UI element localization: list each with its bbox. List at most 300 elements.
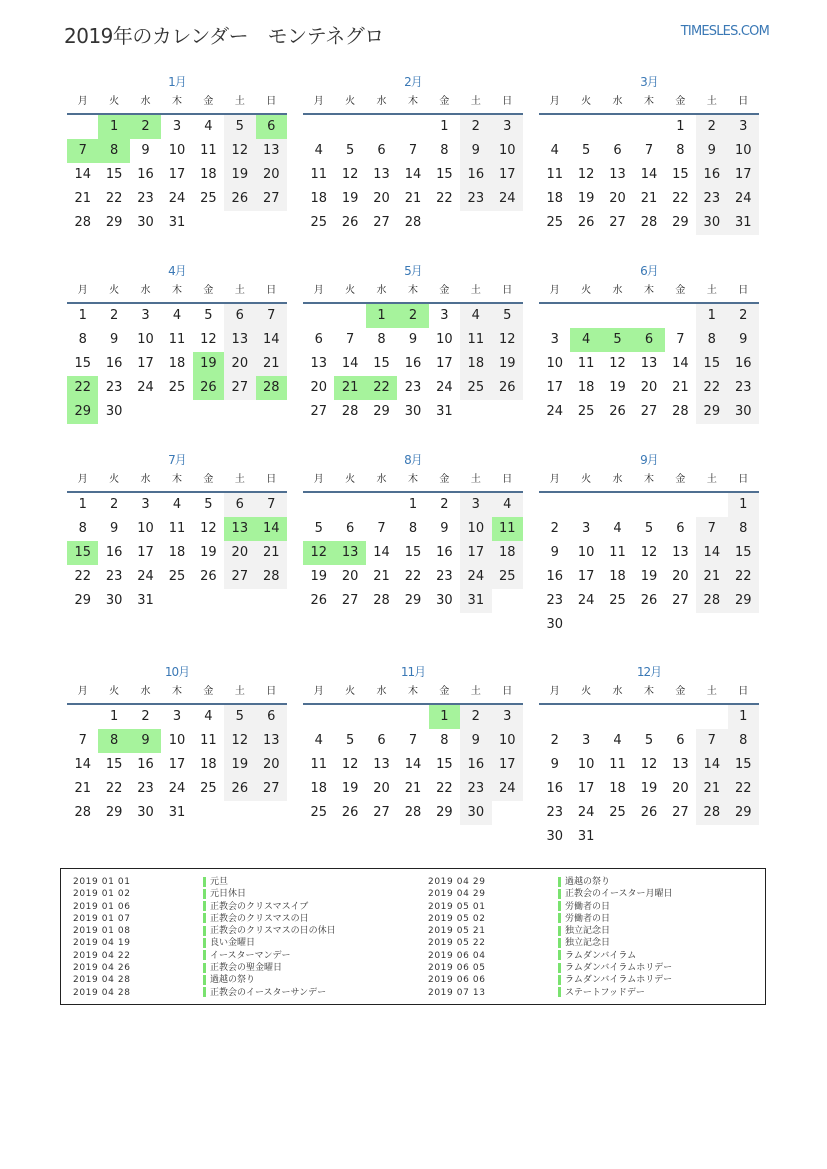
holiday-day-cell: 28 <box>256 376 287 400</box>
weekday-label: 日 <box>502 285 513 296</box>
day-cell: 10 <box>546 356 563 371</box>
day-cell: 19 <box>200 545 217 560</box>
day-cell: 19 <box>341 191 359 206</box>
weekend-day-cell: 24 <box>492 187 523 211</box>
empty-cell <box>397 705 428 729</box>
weekday-label: 火 <box>581 686 592 697</box>
weekend-day-cell: 5 <box>224 705 255 729</box>
weekday-label: 水 <box>140 686 151 697</box>
day-cell: 18 <box>577 380 595 395</box>
day-cell: 9 <box>440 521 449 536</box>
day-cell: 3 <box>141 308 150 323</box>
weekend-day-cell: 16 <box>728 352 759 376</box>
day-cell: 7 <box>676 332 685 347</box>
day-cell: 16 <box>546 781 563 796</box>
day-cell: 22 <box>672 191 689 206</box>
holiday-day-cell: 22 <box>67 376 98 400</box>
weekday-label: 金 <box>439 474 450 485</box>
weekend-day-cell: 6 <box>224 493 255 517</box>
brand-logo[interactable]: TIMESLES.COM <box>680 24 769 39</box>
day-cell: 13 <box>672 757 689 772</box>
weekday-label: 日 <box>502 686 513 697</box>
weekend-day-cell: 7 <box>696 729 727 753</box>
weekday-label: 水 <box>376 474 387 485</box>
holiday-day-cell: 26 <box>193 376 224 400</box>
weekday-label: 日 <box>738 285 749 296</box>
day-cell: 28 <box>640 215 658 230</box>
weekday-label: 月 <box>549 285 560 296</box>
weekend-day-cell: 23 <box>460 777 491 801</box>
legend-row <box>61 974 336 986</box>
weekday-label: 水 <box>612 285 623 296</box>
day-cell: 6 <box>377 733 386 748</box>
day-cell: 15 <box>436 167 453 182</box>
weekday-header <box>67 94 287 115</box>
weekday-label: 金 <box>675 96 686 107</box>
day-cell: 8 <box>440 143 449 158</box>
empty-cell <box>570 705 601 729</box>
holiday-day-cell: 9 <box>130 729 161 753</box>
holiday-date: 2019 05 02 <box>428 913 486 924</box>
weekend-day-cell: 17 <box>728 163 759 187</box>
day-cell: 26 <box>341 215 359 230</box>
month-block <box>539 664 759 849</box>
day-cell: 29 <box>105 215 123 230</box>
month-name: 4月 <box>168 264 186 278</box>
weekend-day-cell: 3 <box>728 115 759 139</box>
day-cell: 16 <box>105 356 123 371</box>
holiday-day-cell: 21 <box>334 376 365 400</box>
holiday-day-cell: 8 <box>98 139 129 163</box>
day-cell: 24 <box>137 380 154 395</box>
weekend-day-cell: 19 <box>224 163 255 187</box>
day-cell: 22 <box>74 569 91 584</box>
holiday-name: イースターマンデー <box>210 950 291 961</box>
day-cell: 11 <box>200 143 217 158</box>
empty-cell <box>633 705 664 729</box>
day-cell: 4 <box>204 119 213 134</box>
day-cell: 31 <box>137 593 154 608</box>
weekend-day-cell: 27 <box>224 376 255 400</box>
day-cell: 5 <box>581 143 591 158</box>
weekend-day-cell: 8 <box>728 729 759 753</box>
weekday-label: 金 <box>203 686 214 697</box>
month-block <box>539 452 759 637</box>
day-cell: 25 <box>609 805 626 820</box>
empty-cell <box>303 705 334 729</box>
day-cell: 24 <box>546 404 563 419</box>
month-block <box>303 263 523 424</box>
day-cell: 2 <box>109 308 119 323</box>
weekday-header <box>303 472 523 493</box>
day-cell: 28 <box>672 404 689 419</box>
day-cell: 13 <box>672 545 689 560</box>
weekend-day-cell: 13 <box>256 729 287 753</box>
weekday-label: 木 <box>643 96 654 107</box>
weekday-label: 火 <box>345 686 356 697</box>
day-cell: 23 <box>105 380 123 395</box>
day-cell: 29 <box>74 593 91 608</box>
day-cell: 9 <box>109 332 119 347</box>
month-block <box>67 74 287 235</box>
holiday-date: 2019 04 28 <box>73 987 131 998</box>
day-cell: 16 <box>546 569 563 584</box>
day-cell: 24 <box>436 380 453 395</box>
holiday-day-cell: 1 <box>98 115 129 139</box>
day-cell: 4 <box>550 143 559 158</box>
empty-cell <box>633 115 664 139</box>
holiday-name: 元旦 <box>210 877 229 887</box>
month-block <box>303 74 523 235</box>
day-cell: 3 <box>172 709 182 724</box>
holiday-marker-icon <box>558 950 561 960</box>
day-cell: 27 <box>373 215 390 230</box>
day-cell: 4 <box>172 497 182 512</box>
holiday-name: ラムダンバイラムホリデー <box>565 975 673 986</box>
weekday-label: 日 <box>266 285 277 296</box>
weekend-day-cell: 31 <box>460 589 491 613</box>
day-cell: 4 <box>204 709 213 724</box>
weekend-day-cell: 22 <box>728 777 759 801</box>
day-cell: 30 <box>404 404 422 419</box>
weekend-day-cell: 25 <box>460 376 491 400</box>
holiday-marker-icon <box>558 987 561 997</box>
day-cell: 31 <box>436 404 453 419</box>
legend-row <box>61 888 336 900</box>
weekday-label: 土 <box>706 686 717 697</box>
weekend-day-cell: 4 <box>460 304 491 328</box>
day-cell: 14 <box>672 356 689 371</box>
month-name: 5月 <box>404 264 422 278</box>
weekend-day-cell: 9 <box>460 139 491 163</box>
day-cell: 16 <box>137 167 154 182</box>
day-cell: 27 <box>310 404 327 419</box>
empty-cell <box>334 304 365 328</box>
day-cell: 13 <box>640 356 658 371</box>
weekday-label: 火 <box>581 96 592 107</box>
weekday-label: 金 <box>203 285 214 296</box>
day-cell: 4 <box>314 733 323 748</box>
weekday-label: 金 <box>675 285 686 296</box>
day-cell: 2 <box>109 497 119 512</box>
day-cell: 21 <box>640 191 658 206</box>
day-cell: 9 <box>550 545 559 560</box>
weekend-day-cell: 9 <box>696 139 727 163</box>
day-cell: 5 <box>644 733 654 748</box>
day-cell: 28 <box>404 215 422 230</box>
holiday-legend <box>60 868 766 1005</box>
day-cell: 17 <box>577 569 595 584</box>
weekday-label: 月 <box>77 686 88 697</box>
day-cell: 13 <box>373 757 390 772</box>
day-cell: 5 <box>204 308 213 323</box>
weekday-label: 日 <box>502 474 513 485</box>
day-cell: 25 <box>168 569 186 584</box>
weekday-header <box>67 472 287 493</box>
day-cell: 29 <box>436 805 453 820</box>
legend-row <box>416 950 673 962</box>
weekend-day-cell: 21 <box>696 565 727 589</box>
day-cell: 27 <box>373 805 390 820</box>
day-cell: 12 <box>640 545 658 560</box>
day-cell: 12 <box>640 757 658 772</box>
day-cell: 12 <box>577 167 595 182</box>
weekend-day-cell: 1 <box>696 304 727 328</box>
day-cell: 3 <box>172 119 182 134</box>
day-cell: 29 <box>404 593 422 608</box>
day-cell: 16 <box>404 356 422 371</box>
day-cell: 24 <box>137 569 154 584</box>
weekend-day-cell: 16 <box>460 163 491 187</box>
day-cell: 20 <box>310 380 327 395</box>
day-cell: 14 <box>404 167 422 182</box>
month-name: 12月 <box>636 665 662 679</box>
day-cell: 16 <box>105 545 123 560</box>
day-cell: 18 <box>310 781 327 796</box>
day-grid <box>67 304 287 424</box>
weekend-day-cell: 30 <box>696 211 727 235</box>
legend-row <box>416 876 673 888</box>
day-cell: 2 <box>141 709 150 724</box>
holiday-day-cell: 1 <box>429 705 460 729</box>
day-cell: 15 <box>672 167 689 182</box>
empty-cell <box>602 304 633 328</box>
day-grid <box>303 705 523 825</box>
empty-cell <box>67 115 98 139</box>
day-cell: 28 <box>341 404 359 419</box>
holiday-date: 2019 05 22 <box>428 938 486 949</box>
day-cell: 1 <box>109 709 119 724</box>
day-grid <box>303 304 523 424</box>
day-cell: 11 <box>577 356 595 371</box>
weekend-day-cell: 11 <box>460 328 491 352</box>
holiday-marker-icon <box>558 913 561 923</box>
legend-row <box>61 950 336 962</box>
day-cell: 23 <box>137 781 154 796</box>
weekend-day-cell: 23 <box>696 187 727 211</box>
day-cell: 5 <box>345 143 355 158</box>
weekend-day-cell: 17 <box>492 163 523 187</box>
legend-column-right <box>416 876 673 999</box>
month-name: 8月 <box>404 453 422 467</box>
holiday-name: 労働者の日 <box>565 901 611 912</box>
weekday-label: 火 <box>109 285 120 296</box>
weekday-label: 日 <box>738 686 749 697</box>
holiday-date: 2019 01 02 <box>73 889 131 900</box>
weekday-header <box>67 283 287 304</box>
day-cell: 12 <box>341 167 359 182</box>
day-cell: 3 <box>581 521 591 536</box>
day-cell: 9 <box>109 521 119 536</box>
day-cell: 28 <box>74 805 91 820</box>
weekend-day-cell: 15 <box>696 352 727 376</box>
weekend-day-cell: 6 <box>256 705 287 729</box>
weekend-day-cell: 3 <box>492 705 523 729</box>
day-cell: 3 <box>581 733 591 748</box>
weekday-label: 木 <box>643 285 654 296</box>
month-block <box>67 452 287 613</box>
day-cell: 18 <box>168 545 186 560</box>
holiday-marker-icon <box>558 963 561 973</box>
day-cell: 11 <box>310 757 327 772</box>
weekend-day-cell: 10 <box>492 729 523 753</box>
empty-cell <box>696 705 727 729</box>
day-cell: 11 <box>609 757 626 772</box>
weekend-day-cell: 26 <box>224 777 255 801</box>
day-cell: 22 <box>105 781 123 796</box>
weekday-label: 土 <box>470 96 481 107</box>
holiday-marker-icon <box>558 877 561 887</box>
day-cell: 1 <box>440 119 449 134</box>
day-cell: 27 <box>672 593 689 608</box>
weekday-header <box>303 94 523 115</box>
day-cell: 1 <box>676 119 685 134</box>
weekday-label: 土 <box>706 285 717 296</box>
day-cell: 15 <box>74 356 91 371</box>
day-cell: 14 <box>74 757 91 772</box>
weekday-label: 日 <box>266 686 277 697</box>
day-cell: 23 <box>546 593 563 608</box>
day-cell: 6 <box>377 143 386 158</box>
weekday-label: 土 <box>234 474 245 485</box>
day-cell: 27 <box>609 215 626 230</box>
day-cell: 20 <box>373 781 390 796</box>
weekend-day-cell: 25 <box>492 565 523 589</box>
weekday-label: 土 <box>470 285 481 296</box>
weekend-day-cell: 27 <box>224 565 255 589</box>
legend-row <box>416 913 673 925</box>
empty-cell <box>539 115 570 139</box>
empty-cell <box>397 115 428 139</box>
day-cell: 24 <box>577 805 595 820</box>
holiday-date: 2019 01 07 <box>73 913 131 924</box>
day-cell: 3 <box>440 308 449 323</box>
holiday-day-cell: 6 <box>256 115 287 139</box>
day-cell: 14 <box>640 167 658 182</box>
holiday-name: 過越の祭り <box>565 877 611 887</box>
holiday-date: 2019 04 29 <box>428 877 486 887</box>
day-cell: 16 <box>137 757 154 772</box>
weekend-day-cell: 29 <box>728 589 759 613</box>
holiday-date: 2019 04 22 <box>73 950 131 961</box>
weekday-label: 土 <box>234 686 245 697</box>
day-cell: 7 <box>78 733 87 748</box>
day-cell: 8 <box>78 521 87 536</box>
legend-row <box>61 925 336 937</box>
legend-row <box>61 913 336 925</box>
day-cell: 28 <box>373 593 390 608</box>
day-cell: 31 <box>168 215 186 230</box>
month-block <box>67 263 287 424</box>
weekend-day-cell: 8 <box>728 517 759 541</box>
weekend-day-cell: 30 <box>460 801 491 825</box>
weekday-label: 木 <box>171 686 182 697</box>
day-cell: 1 <box>408 497 418 512</box>
weekday-label: 木 <box>407 285 418 296</box>
day-cell: 7 <box>345 332 355 347</box>
day-cell: 15 <box>373 356 390 371</box>
day-cell: 7 <box>408 143 418 158</box>
weekday-label: 金 <box>203 474 214 485</box>
empty-cell <box>539 493 570 517</box>
day-cell: 10 <box>168 143 186 158</box>
holiday-day-cell: 8 <box>98 729 129 753</box>
day-cell: 25 <box>200 781 217 796</box>
day-cell: 30 <box>546 617 563 632</box>
empty-cell <box>570 115 601 139</box>
month-block <box>303 664 523 825</box>
empty-cell <box>539 705 570 729</box>
weekend-day-cell: 10 <box>492 139 523 163</box>
weekday-label: 木 <box>171 474 182 485</box>
holiday-date: 2019 06 06 <box>428 975 486 986</box>
weekday-header <box>539 472 759 493</box>
weekday-label: 水 <box>376 686 387 697</box>
weekend-day-cell: 14 <box>696 541 727 565</box>
weekday-label: 水 <box>612 474 623 485</box>
weekend-day-cell: 12 <box>224 729 255 753</box>
weekday-label: 水 <box>140 474 151 485</box>
empty-cell <box>303 304 334 328</box>
weekend-day-cell: 5 <box>492 304 523 328</box>
weekend-day-cell: 14 <box>696 753 727 777</box>
weekday-label: 火 <box>581 474 592 485</box>
weekday-label: 月 <box>313 285 324 296</box>
weekend-day-cell: 29 <box>728 801 759 825</box>
day-cell: 17 <box>577 781 595 796</box>
weekday-label: 木 <box>407 686 418 697</box>
weekend-day-cell: 12 <box>224 139 255 163</box>
day-cell: 11 <box>200 733 217 748</box>
empty-cell <box>539 304 570 328</box>
holiday-name: 独立記念日 <box>565 938 611 949</box>
weekday-label: 月 <box>549 474 560 485</box>
day-cell: 29 <box>373 404 390 419</box>
weekday-label: 火 <box>345 474 356 485</box>
empty-cell <box>665 705 696 729</box>
day-cell: 17 <box>436 356 453 371</box>
weekend-day-cell: 17 <box>460 541 491 565</box>
day-cell: 2 <box>440 497 449 512</box>
day-grid <box>67 115 287 235</box>
holiday-day-cell: 2 <box>397 304 428 328</box>
day-cell: 10 <box>168 733 186 748</box>
weekend-day-cell: 8 <box>696 328 727 352</box>
weekend-day-cell: 3 <box>460 493 491 517</box>
day-cell: 24 <box>168 781 186 796</box>
day-cell: 29 <box>105 805 123 820</box>
weekend-day-cell: 28 <box>256 565 287 589</box>
day-cell: 14 <box>74 167 91 182</box>
weekend-day-cell: 23 <box>460 187 491 211</box>
legend-row <box>61 962 336 974</box>
day-cell: 5 <box>345 733 355 748</box>
weekday-label: 月 <box>549 686 560 697</box>
month-name: 7月 <box>168 453 186 467</box>
holiday-date: 2019 05 21 <box>428 926 486 937</box>
legend-row <box>416 987 673 999</box>
holiday-date: 2019 04 26 <box>73 963 131 974</box>
weekend-day-cell: 28 <box>696 801 727 825</box>
day-cell: 19 <box>310 569 327 584</box>
day-cell: 30 <box>137 215 154 230</box>
weekday-label: 火 <box>109 686 120 697</box>
month-block <box>539 263 759 424</box>
day-cell: 17 <box>137 356 154 371</box>
weekday-label: 金 <box>675 686 686 697</box>
day-cell: 2 <box>550 733 559 748</box>
legend-row <box>416 962 673 974</box>
